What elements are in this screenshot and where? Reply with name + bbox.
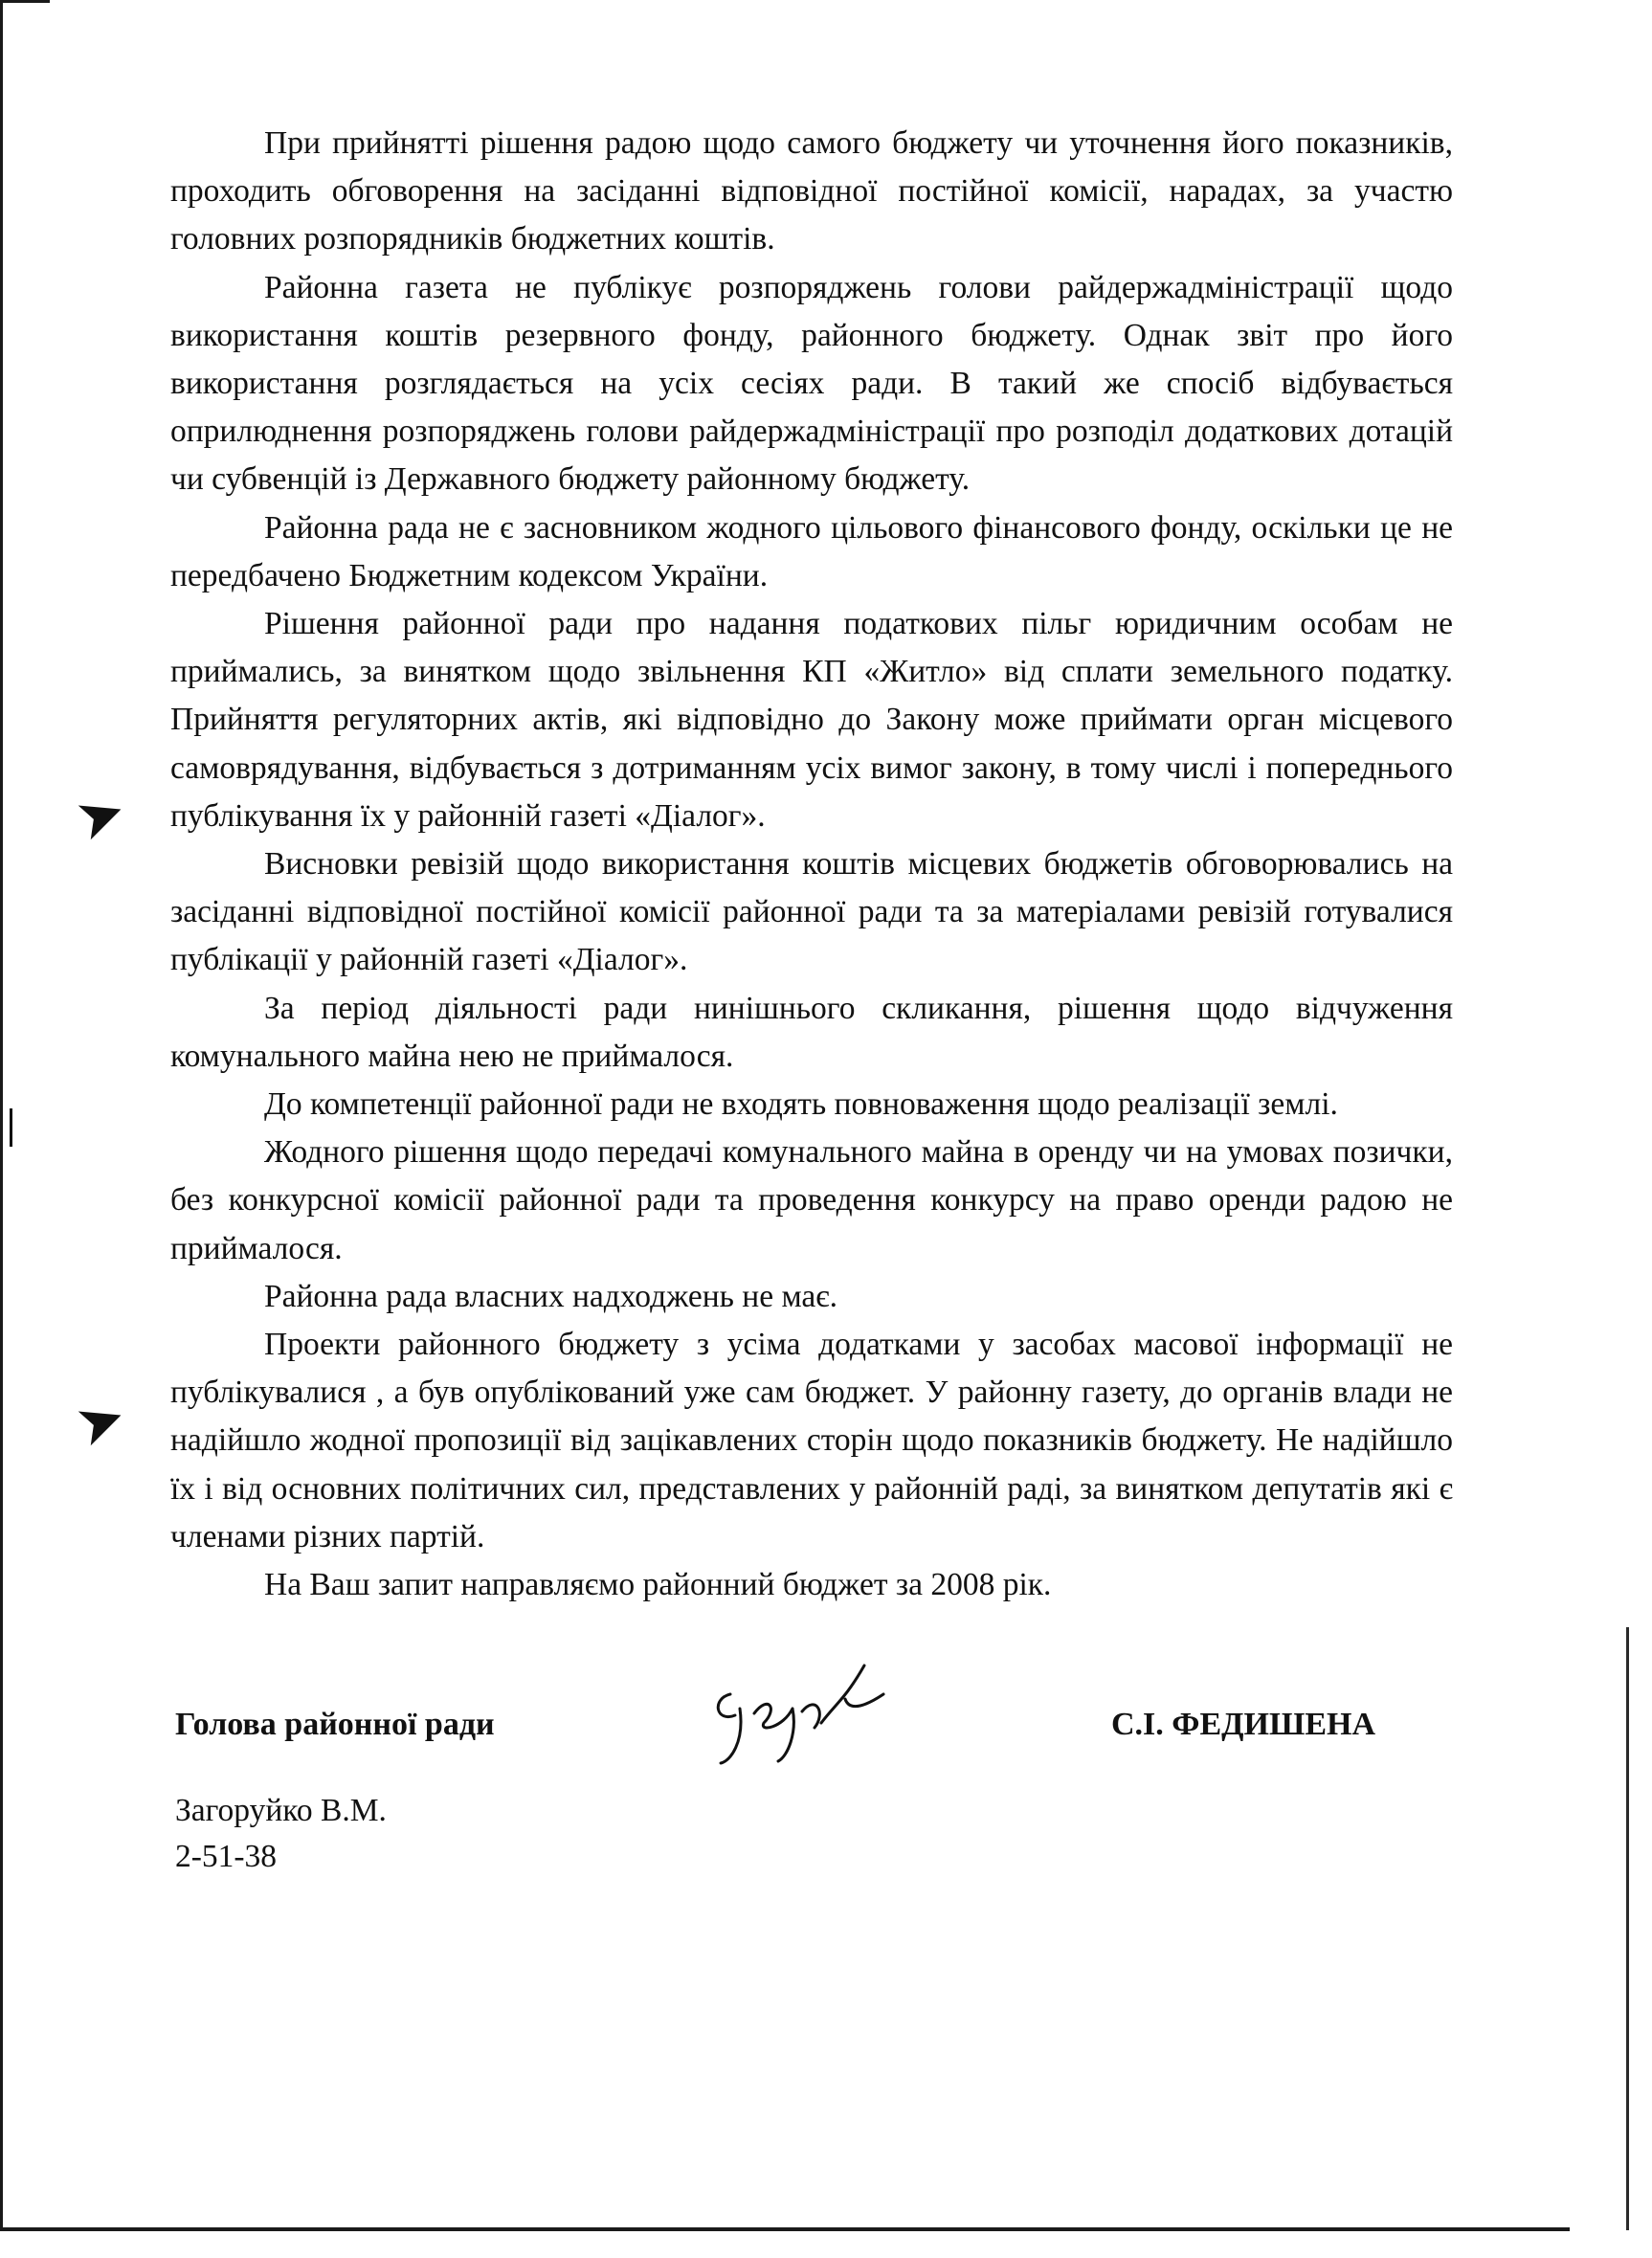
paragraph: За період діяльності ради нинішнього скликання, рішення щодо відчуження комунального майна нею не приймалося. xyxy=(170,990,1453,1074)
contact-block xyxy=(175,1788,387,1880)
paragraph: До компетенції районної ради не входять повноваження щодо реалізації землі. xyxy=(264,1086,1338,1123)
scan-mark xyxy=(10,1108,12,1147)
handwritten-signature xyxy=(702,1656,893,1771)
signatory-name: С.І. ФЕДИШЕНА xyxy=(1111,1707,1376,1742)
letter-body xyxy=(170,120,1453,1609)
paragraph: Районна рада власних надходжень не має. xyxy=(264,1278,838,1314)
scan-border-top xyxy=(0,0,50,3)
hole-punch-mark-icon: ➤ xyxy=(67,1383,135,1460)
contact-phone: 2-51-38 xyxy=(175,1839,278,1874)
paragraph: На Ваш запит направляємо районний бюджет за 2008 рік. xyxy=(264,1567,1052,1603)
paragraph: Районна рада не є засновником жодного цільового фінансового фонду, оскільки це не передбачено Бюджетним кодексом України. xyxy=(170,509,1453,593)
paragraph: Жодного рішення щодо передачі комунального майна в оренду чи на умовах позички, без конкурсної комісії районної ради та проведення конкурсу на право оренди радою не приймалося. xyxy=(170,1134,1453,1266)
hole-punch-mark-icon: ➤ xyxy=(67,777,135,854)
paragraph: Районна газета не публікує розпоряджень голови райдержадміністрації щодо використання коштів резервного фонду, районного бюджету. Однак звіт про його використання розглядається на усіх сесіях ради. В такий же спосіб відбувається оприлюднення розпоряджень голови райдержадміністрації про розподіл додаткових дотацій чи субвенцій із Державного бюджету районному бюджету. xyxy=(170,269,1453,498)
paragraph: Рішення районної ради про надання податкових пільг юридичним особам не приймались, за винятком щодо звільнення КП «Житло» від сплати земельного податку. Прийняття регуляторних актів, які відповідно до Закону може приймати орган місцевого самоврядування, відбувається з дотриманням усіх вимог закону, в тому числі і попереднього публікування їх у районній газеті «Діалог». xyxy=(170,606,1453,834)
paragraph: Висновки ревізій щодо використання коштів місцевих бюджетів обговорювались на засіданні відповідної постійної комісії районної ради та за матеріалами ревізій готувалися публікації у районній газеті «Діалог». xyxy=(170,846,1453,978)
scan-border-right xyxy=(1626,1627,1629,2230)
signatory-title: Голова районної ради xyxy=(175,1707,495,1742)
scan-border-left xyxy=(0,0,3,2230)
signature-block xyxy=(175,1680,1419,1795)
paragraph: При прийнятті рішення радою щодо самого бюджету чи уточнення його показників, проходить обговорення на засіданні відповідної постійної комісії, нарадах, за участю головних розпорядників бюджетних коштів. xyxy=(170,125,1453,257)
paragraph: Проекти районного бюджету з усіма додатками у засобах масової інформації не публікувалися , а був опублікований уже сам бюджет. У районну газету, до органів влади не надійшло жодної пропозиції від зацікавлених сторін щодо показників бюджету. Не надійшло їх і від основних політичних сил, представлених у районній раді, за винятком депутатів які є членами різних партій. xyxy=(170,1327,1453,1554)
scan-border-bottom xyxy=(0,2227,1570,2231)
contact-person: Загоруйко В.М. xyxy=(175,1793,387,1828)
